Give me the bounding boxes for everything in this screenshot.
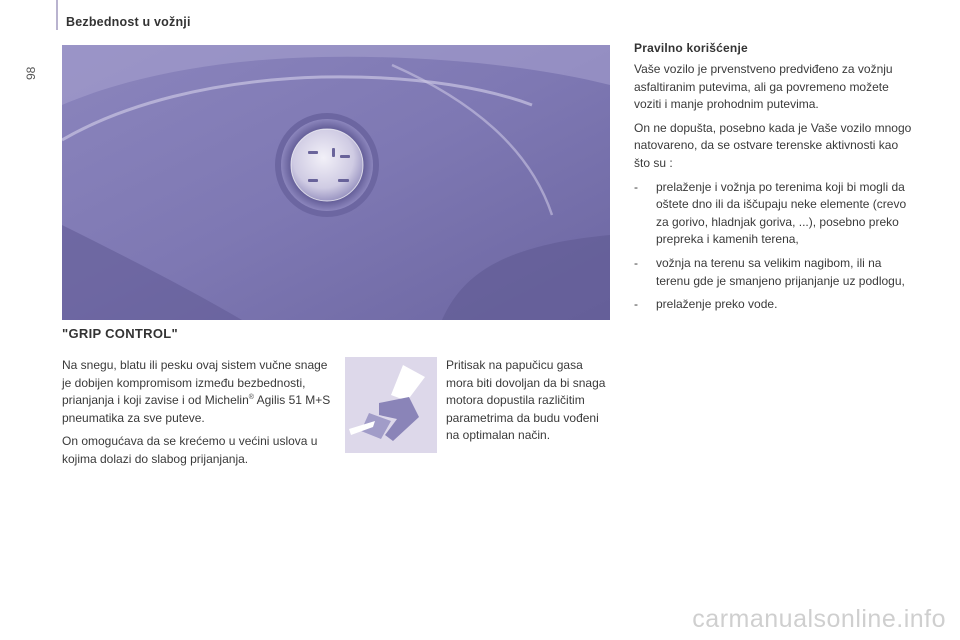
proper-use-section [634,41,914,320]
registered-mark: ® [248,394,254,402]
list-item [634,296,914,314]
list-dash: - [634,297,638,312]
list-item-text: prelaženje preko vode. [656,297,778,312]
list-item-text: prelaženje i vožnja po terenima koji bi mogli da oštete dno ili da iščupaju neke elemente (crevo za gorivo, hladnjak goriva, ...), posebno preko prepreka i kamenih terena, [656,179,907,247]
page-number: 98 [24,66,38,80]
pedal-instruction [446,357,611,451]
pedal-instruction-text: Pritisak na papučicu gasa mora biti dovoljan da bi snaga motora dopustila različitim parametrima da budu vođeni na optimalan način. [446,358,606,443]
list-item [634,179,914,249]
list-dash: - [634,255,638,270]
proper-use-paragraph-1: Vaše vozilo je prvenstveno predviđeno za vožnju asfaltiranim putevima, ali ga povremeno možete voziti i manje prohodnim putevima. [634,62,893,112]
grip-control-knob-illustration [62,45,610,320]
list-item-text: vožnja na terenu sa velikim nagibom, ili na terenu gde je smanjeno prijanjanje uz podlogu, [656,255,905,288]
grip-control-title: "GRIP CONTROL" [62,326,178,341]
watermark: carmanualsonline.info [692,605,946,633]
header-rule [56,0,58,30]
grip-control-paragraph-2: On omogućava da se krećemo u većini uslova u kojima dolazi do slabog prijanjanja. [62,434,318,466]
paragraph-text: Na snegu, blatu ili pesku ovaj sistem vučne snage je dobijen kompromisom između bezbednosti, prianjanja i koji zavise i od Michelin [62,358,328,408]
section-title: Bezbednost u vožnji [66,15,191,29]
proper-use-paragraph-2: On ne dopušta, posebno kada je Vaše vozilo mnogo natovareno, da se ostvare terenske aktivnosti kao što su : [634,120,912,170]
grip-control-paragraph-1 [62,357,337,427]
grip-control-description [62,357,337,475]
accelerator-pedal-icon [345,357,437,453]
paragraph-text: Agilis 51 M+S pneumatika za sve puteve. [62,393,331,425]
list-item [634,255,914,290]
proper-use-title: Pravilno korišćenje [634,41,748,55]
list-dash: - [634,179,638,194]
